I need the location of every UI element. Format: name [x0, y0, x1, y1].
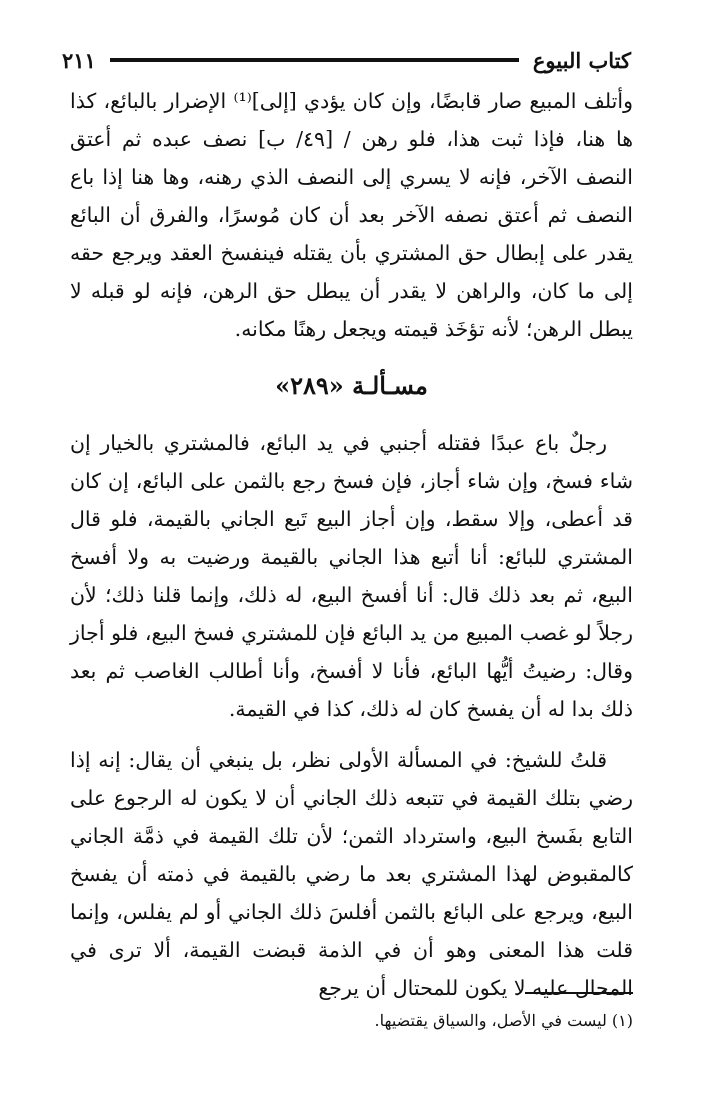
paragraph: وأتلف المبيع صار قابضًا، وإن كان يؤدي [إلى]⁽¹⁾ الإضرار بالبائع، كذا ها هنا، فإذا ثبت هذا، فلو رهن / [٤٩/ ب] نصف عبده ثم أعتق النصف الآخر، فإنه لا يسري إلى النصف الذي رهنه، وها هنا إذا باع النصف ثم أعتق نصفه الآخر بعد أن كان مُوسرًا، والفرق أن البائع يقدر على إبطال حق المشتري بأن يقتله فينفسخ العقد ويرجع حقه إلى ما كان، والراهن لا يقدر أن يبطل حق الرهن، فإنه لو قبله لا يبطل الرهن؛ لأنه تؤخَذ قيمته ويجعل رهنًا مكانه.: [70, 89, 634, 341]
section-text: [70, 424, 633, 728]
page-header: [62, 40, 631, 80]
page-number: ٢١١: [62, 47, 96, 73]
running-title: كتاب البيوع: [532, 47, 631, 73]
section-heading: مسـألـة «٢٨٩»: [275, 371, 428, 400]
footnote: (١) ليست في الأصل، والسياق يقتضيها.: [374, 1011, 633, 1030]
section-text-continued: [70, 741, 633, 1007]
paragraph: قلتُ للشيخ: في المسألة الأولى نظر، بل ينبغي أن يقال: إنه إذا رضي بتلك القيمة في تتبعه ذلك الجاني أن لا يكون له الرجوع على التابع بفَسخ البيع، واسترداد الثمن؛ لأن تلك القيمة في ذمَّة الجاني كالمقبوض لهذا المشتري بعد ما رضي بالقيمة في ذمته أن يفسخ البيع، ويرجع على البائع بالثمن أفلسَ ذلك الجاني أو لم يفلس، وإنما قلت هذا المعنى وهو أن في الذمة قبضت القيمة، ألا ترى في المحال عليه لا يكون للمحتال أن يرجع: [70, 748, 633, 1000]
footnote-rule: [525, 992, 633, 994]
header-rule: [110, 58, 519, 62]
paragraph: رجلٌ باع عبدًا فقتله أجنبي في يد البائع، فالمشتري بالخيار إن شاء فسخ، وإن شاء أجاز، فإن فسخ رجع بالثمن على البائع، إن كان قد أعطى، وإلا سقط، وإن أجاز البيع تَبع الجاني بالقيمة، فلو قال المشتري للبائع: أنا أتبع هذا الجاني بالقيمة ورضيت به ولا أفسخ البيع، ثم بعد ذلك قال: أنا أفسخ البيع، له ذلك، وإنما قلنا ذلك؛ لأن رجلاً لو غصب المبيع من يد البائع فإن للمشتري فسخ البيع، فلو أجاز وقال: رضيتُ أيُّها البائع، فأنا لا أفسخ، وأنا أطالب الغاصب ثم بعد ذلك بدا له أن يفسخ كان له ذلك، كذا في القيمة.: [70, 431, 633, 721]
opening-text: [70, 82, 633, 348]
